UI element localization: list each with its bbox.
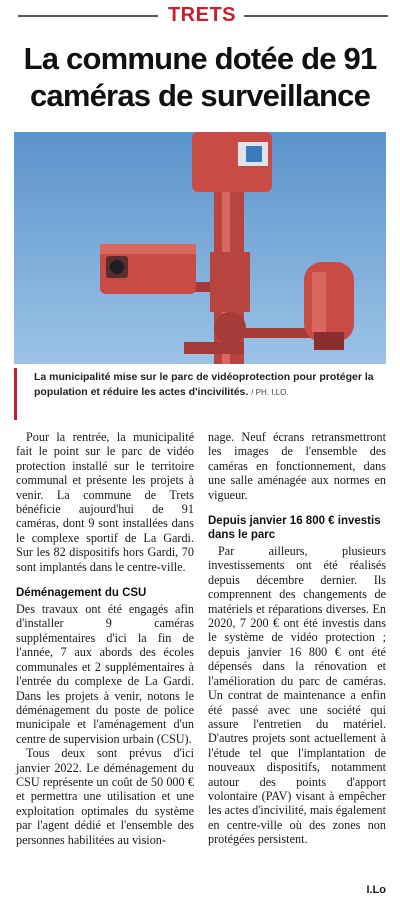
- headline-line-1: La commune dotée de 91: [23, 41, 377, 76]
- rubric-label: TRETS: [167, 4, 237, 26]
- article-photo: [14, 132, 386, 364]
- paragraph: Pour la rentrée, la municipalité fait le point sur le parc de vidéo protection installé sur le territoire communal et présente les projets à venir. La commune de Trets bénéficie aujourd'hui de 91 caméras, dont 9 sont installées dans le complexe sportif de La Gardi. Sur les 82 dispositifs hors Gardi, 70 sont implantés dans le centre-ville.: [16, 430, 194, 574]
- paragraph: Par ailleurs, plusieurs investissements ont été réalisés depuis décembre dernier. Ils comprennent des changements de matériels et réparations diverses. En 2020, 7 200 € ont été investis dans le système de vidéo protection ; depuis janvier 16 800 € ont été dépensés dans la rénovation et l'amélioration du parc de caméras. Un contrat de maintenance a enfin été passé avec une société qui assure l'entretien du matériel. D'autres projets sont actuellement à l'étude tel que l'implantation de nouveaux dispositifs, notamment autour des points d'apport volontaire (PAV) visant à empêcher les actes d'incivilité, mais également en centre-ville où des zones non protégées persistent.: [208, 544, 386, 847]
- caption-accent-bar: [14, 368, 17, 420]
- article-column-1: [16, 430, 194, 847]
- section-rubric: [0, 0, 400, 30]
- paragraph: Des travaux ont été engagés afin d'installer 9 caméras supplémentaires d'ici la fin de l'année, 7 aux abords des écoles communales et 2 supplémentaires à l'entrée du complexe de La Gardi. Dans les projets à venir, notons le déménagement du poste de police municipale et l'aménagement d'un centre de supervision urbain (CSU).: [16, 602, 194, 746]
- paragraph: Tous deux sont prévus d'ici janvier 2022. Le déménagement du CSU représente un coût de 50 000 € et permettra une utilisation et une exploitation optimales du système par l'agent dédié et l'ensemble des personnes habilitées au vision-: [16, 746, 194, 847]
- rubric-rule-right: [244, 15, 388, 17]
- article-column-2: [208, 430, 386, 847]
- rubric-rule-left: [18, 15, 158, 17]
- photo-caption: [34, 370, 388, 400]
- photo-credit: / PH. I.LO.: [251, 388, 289, 397]
- headline: [8, 40, 392, 114]
- camera-pole-illustration: [14, 132, 386, 364]
- subheading-csu: Déménagement du CSU: [16, 587, 147, 600]
- caption-text: La municipalité mise sur le parc de vidéoprotection pour protéger la population et réduire les actes d'incivilités.: [34, 371, 374, 398]
- headline-line-2: caméras de surveillance: [29, 78, 371, 113]
- subheading-investments: Depuis janvier 16 800 € investis dans le parc: [208, 515, 381, 542]
- paragraph: nage. Neuf écrans retransmettront les images de l'ensemble des caméras en fonctionnement, dans une salle aménagée aux normes en vigueur.: [208, 430, 386, 502]
- author-signature: I.Lo: [366, 884, 386, 896]
